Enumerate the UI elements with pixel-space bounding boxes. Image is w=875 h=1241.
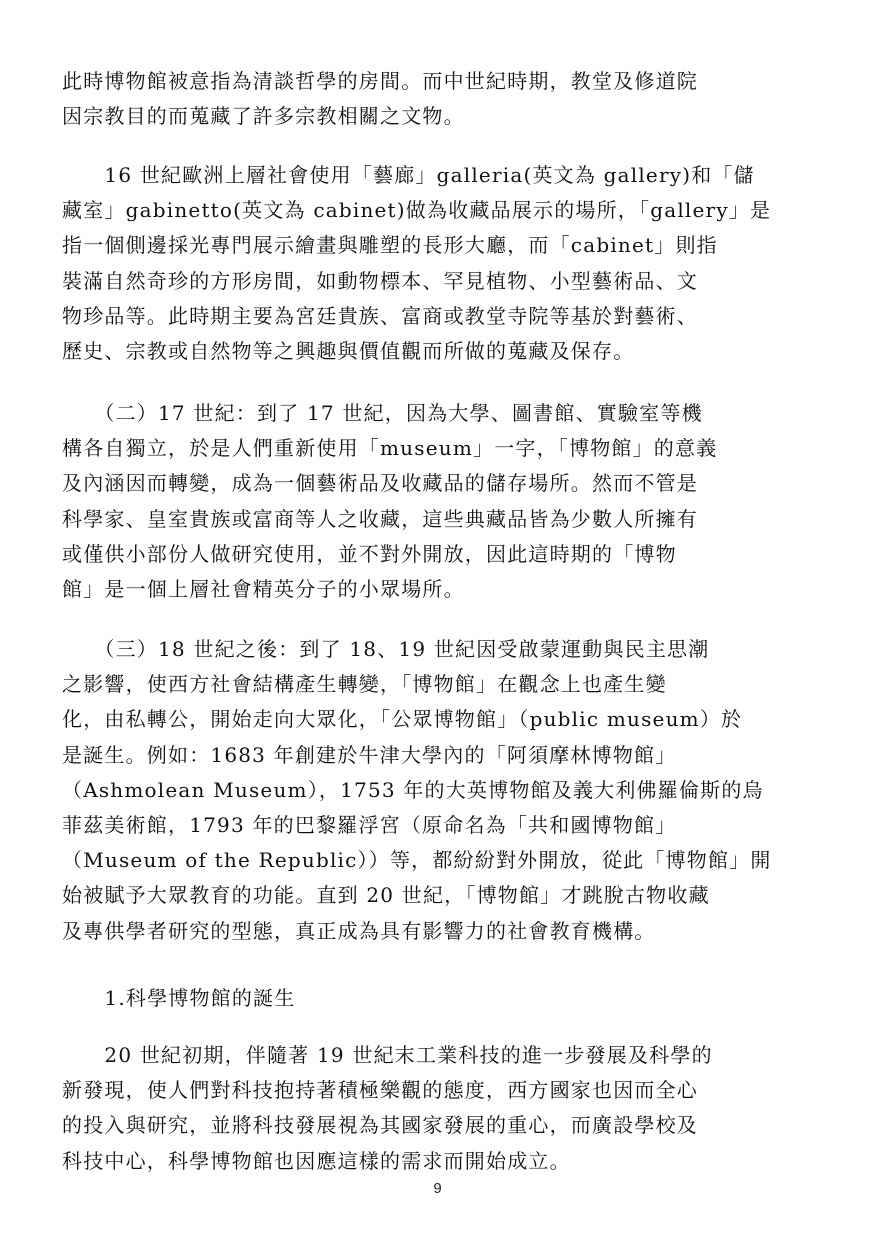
text-line: 之影響，使西方社會結構產生轉變，「博物館」在觀念上也產生變 <box>62 672 667 697</box>
paragraph-museum-origin <box>62 64 814 134</box>
paragraph-17th-century <box>62 396 814 607</box>
text-line: （Ashmolean Museum），1753 年的大英博物館及義大利佛羅倫斯的烏 <box>62 777 764 802</box>
text-line: 新發現，使人們對科技抱持著積極樂觀的態度，西方國家也因而全心 <box>62 1078 698 1103</box>
text-line: 構各自獨立，於是人們重新使用「museum」一字，「博物館」的意義 <box>62 436 718 461</box>
page-number: 9 <box>433 1180 442 1197</box>
paragraph-20th-century <box>62 1038 814 1179</box>
heading-line: 1.科學博物館的誕生 <box>62 986 296 1010</box>
text-line: 是誕生。例如：1683 年創建於牛津大學內的「阿須摩林博物館」 <box>62 742 677 767</box>
text-line: 及內涵因而轉變，成為一個藝術品及收藏品的儲存場所。然而不管是 <box>62 471 698 496</box>
text-line: 或僅供小部份人做研究使用，並不對外開放，因此這時期的「博物 <box>62 541 677 566</box>
text-line: 化，由私轉公，開始走向大眾化，「公眾博物館」（public museum）於 <box>62 707 743 732</box>
text-line: 因宗教目的而蒐藏了許多宗教相關之文物。 <box>62 104 465 129</box>
text-line: 20 世紀初期，伴隨著 19 世紀末工業科技的進一步發展及科學的 <box>62 1043 713 1067</box>
text-line: 科技中心，科學博物館也因應這樣的需求而開始成立。 <box>62 1148 571 1173</box>
text-line: 的投入與研究，並將科技發展視為其國家發展的重心，而廣設學校及 <box>62 1113 698 1138</box>
text-line: 及專供學者研究的型態，真正成為具有影響力的社會教育機構。 <box>62 918 656 943</box>
text-line: 指一個側邊採光專門展示繪畫與雕塑的長形大廳，而「cabinet」則指 <box>62 233 718 258</box>
text-line: （Museum of the Republic））等，都紛紛對外開放，從此「博物館」開 <box>62 848 772 873</box>
text-line: 裝滿自然奇珍的方形房間，如動物標本、罕見植物、小型藝術品、文 <box>62 268 698 293</box>
paragraph-16th-century <box>62 158 814 369</box>
text-line: 16 世紀歐洲上層社會使用「藝廊」galleria(英文為 gallery)和「儲 <box>62 163 755 187</box>
section-heading-science-museum <box>62 981 814 1016</box>
text-line: 科學家、皇室貴族或富商等人之收藏，這些典藏品皆為少數人所擁有 <box>62 506 698 531</box>
text-line: 菲茲美術館，1793 年的巴黎羅浮宮（原命名為「共和國博物館」 <box>62 813 677 838</box>
text-line: 此時博物館被意指為清談哲學的房間。而中世紀時期，教堂及修道院 <box>62 69 698 93</box>
text-line: 歷史、宗教或自然物等之興趣與價值觀而所做的蒐藏及保存。 <box>62 339 635 364</box>
text-line: 物珍品等。此時期主要為宮廷貴族、富商或教堂寺院等基於對藝術、 <box>62 303 698 328</box>
text-line: （三）18 世紀之後：到了 18、19 世紀因受啟蒙運動與民主思潮 <box>62 637 710 661</box>
paragraph-18th-century <box>62 632 814 949</box>
text-line: （二）17 世紀：到了 17 世紀，因為大學、圖書館、實驗室等機 <box>62 401 703 425</box>
text-line: 始被賦予大眾教育的功能。直到 20 世紀，「博物館」才跳脫古物收藏 <box>62 883 710 908</box>
text-line: 館」是一個上層社會精英分子的小眾場所。 <box>62 577 465 602</box>
text-line: 藏室」gabinetto(英文為 cabinet)做為收藏品展示的場所，「gallery」是 <box>62 198 772 223</box>
